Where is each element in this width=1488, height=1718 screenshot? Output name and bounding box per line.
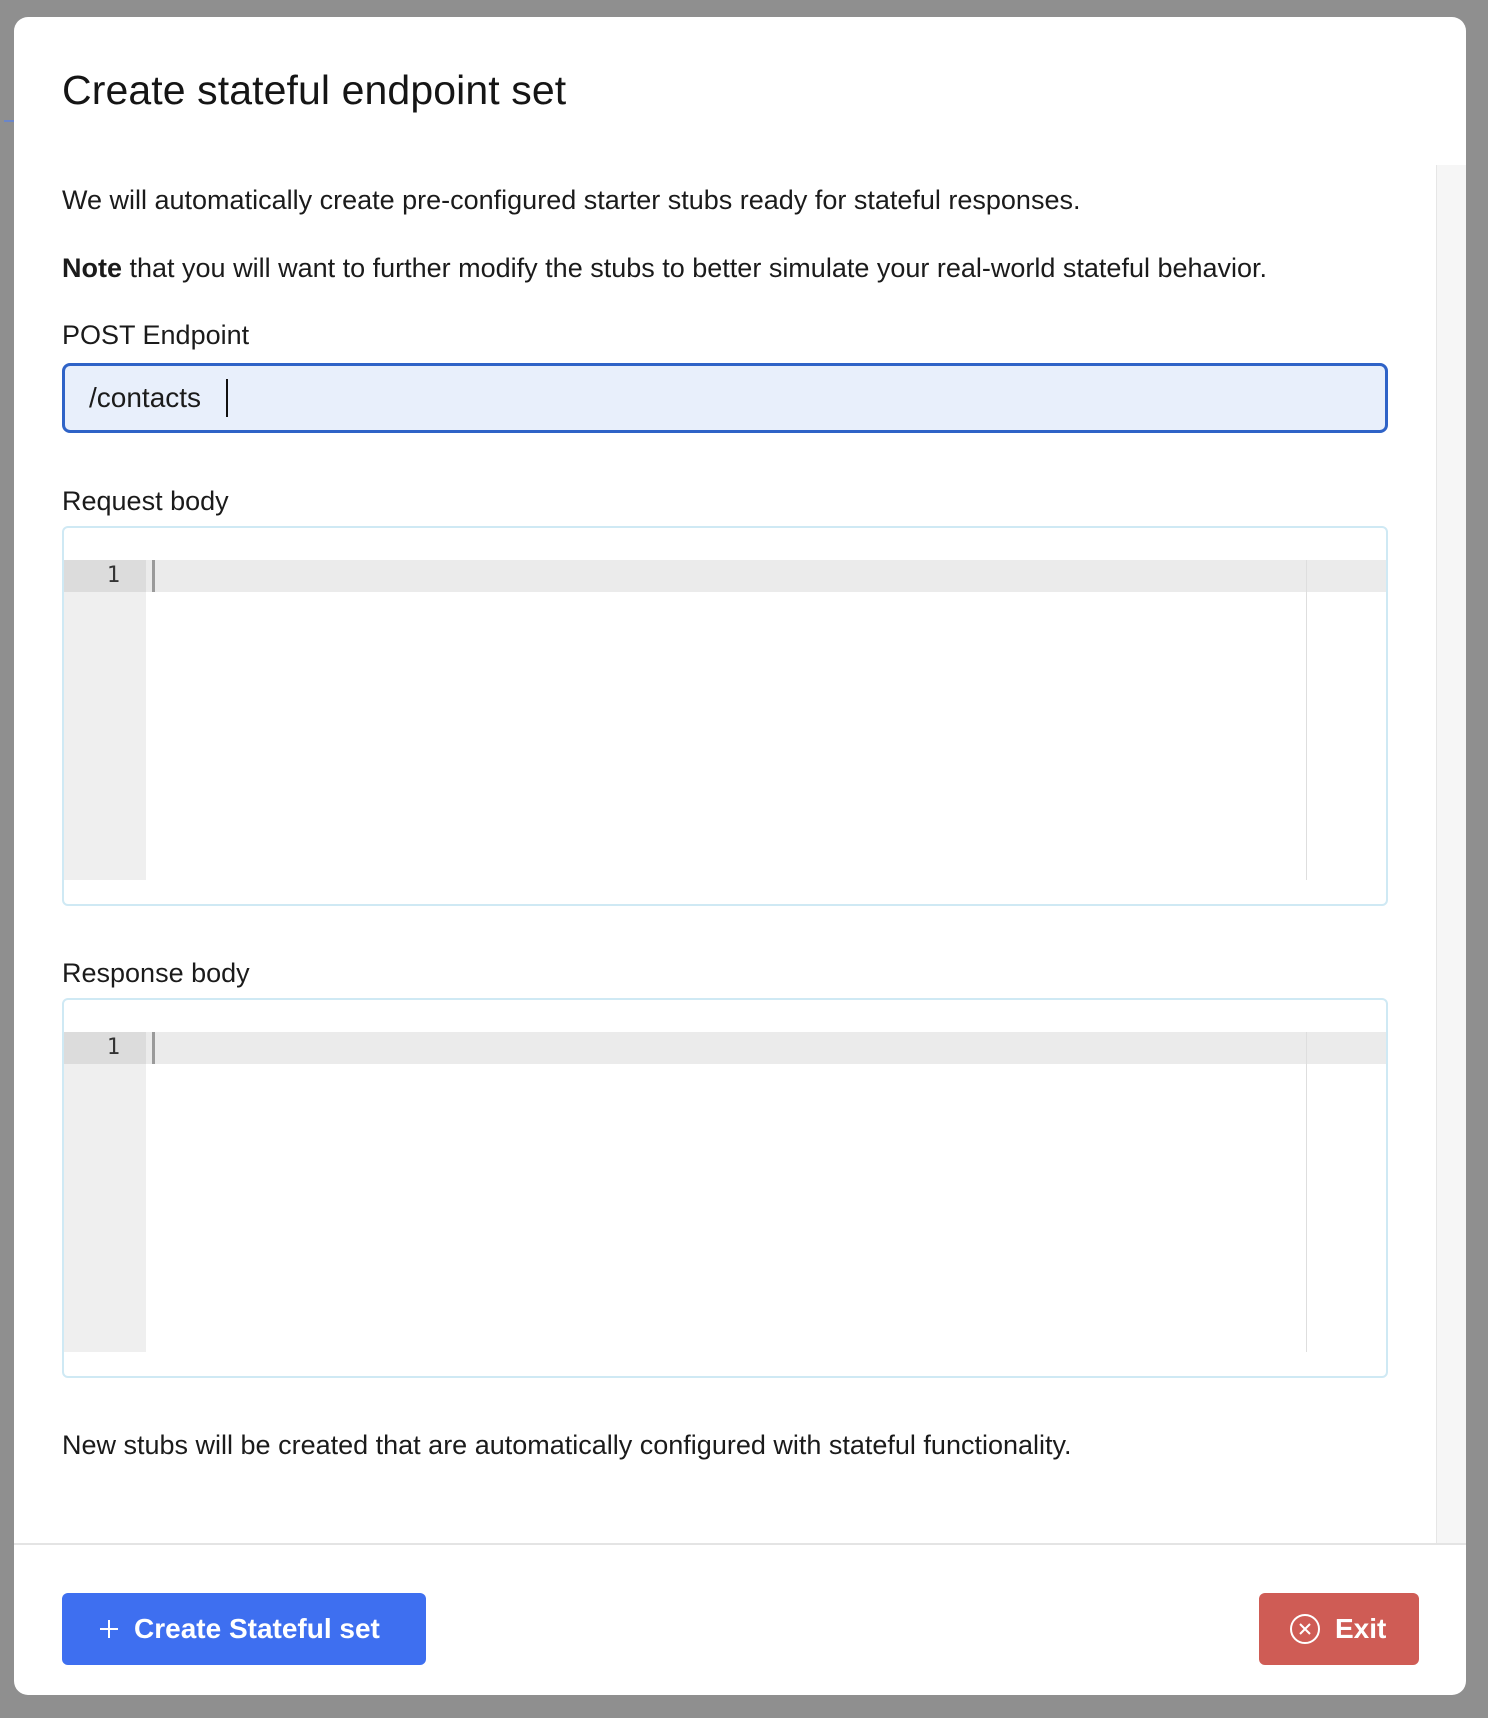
dialog-body xyxy=(14,165,1436,1543)
request-body-editor[interactable] xyxy=(62,526,1388,906)
post-endpoint-label: POST Endpoint xyxy=(62,320,250,350)
close-circle-icon xyxy=(1289,1613,1321,1645)
dialog-title: Create stateful endpoint set xyxy=(62,67,567,113)
print-margin xyxy=(1306,1032,1307,1352)
editor-caret xyxy=(152,560,155,592)
backdrop-link-fragment xyxy=(4,120,14,122)
code-area[interactable] xyxy=(146,560,1304,880)
print-margin xyxy=(1306,560,1307,880)
create-stateful-dialog xyxy=(14,17,1466,1695)
line-number: 1 xyxy=(106,1035,120,1060)
note-rest: that you will want to further modify the stubs to better simulate your real-world stateful behavior. xyxy=(122,253,1268,283)
line-number: 1 xyxy=(106,563,120,588)
dialog-scrollbar[interactable] xyxy=(1436,165,1466,1543)
text-caret xyxy=(226,379,228,417)
dialog-header xyxy=(14,17,1466,165)
post-endpoint-input[interactable] xyxy=(62,363,1388,433)
note-text xyxy=(62,253,1267,284)
code-area[interactable] xyxy=(146,1032,1304,1352)
intro-text: We will automatically create pre-configured starter stubs ready for stateful responses. xyxy=(62,185,1081,215)
create-stateful-set-label: Create Stateful set xyxy=(134,1613,380,1644)
editor-caret xyxy=(152,1032,155,1064)
create-stateful-set-button[interactable] xyxy=(62,1593,426,1665)
dialog-footer xyxy=(14,1543,1466,1695)
footnote-text: New stubs will be created that are automatically configured with stateful functionality. xyxy=(62,1430,1072,1460)
exit-label: Exit xyxy=(1335,1613,1387,1644)
note-bold: Note xyxy=(62,253,122,283)
plus-icon xyxy=(98,1618,120,1640)
response-body-label: Response body xyxy=(62,958,250,988)
response-body-editor[interactable] xyxy=(62,998,1388,1378)
exit-button[interactable] xyxy=(1259,1593,1419,1665)
editor-gutter xyxy=(64,1032,146,1352)
editor-gutter xyxy=(64,560,146,880)
request-body-label: Request body xyxy=(62,486,229,516)
